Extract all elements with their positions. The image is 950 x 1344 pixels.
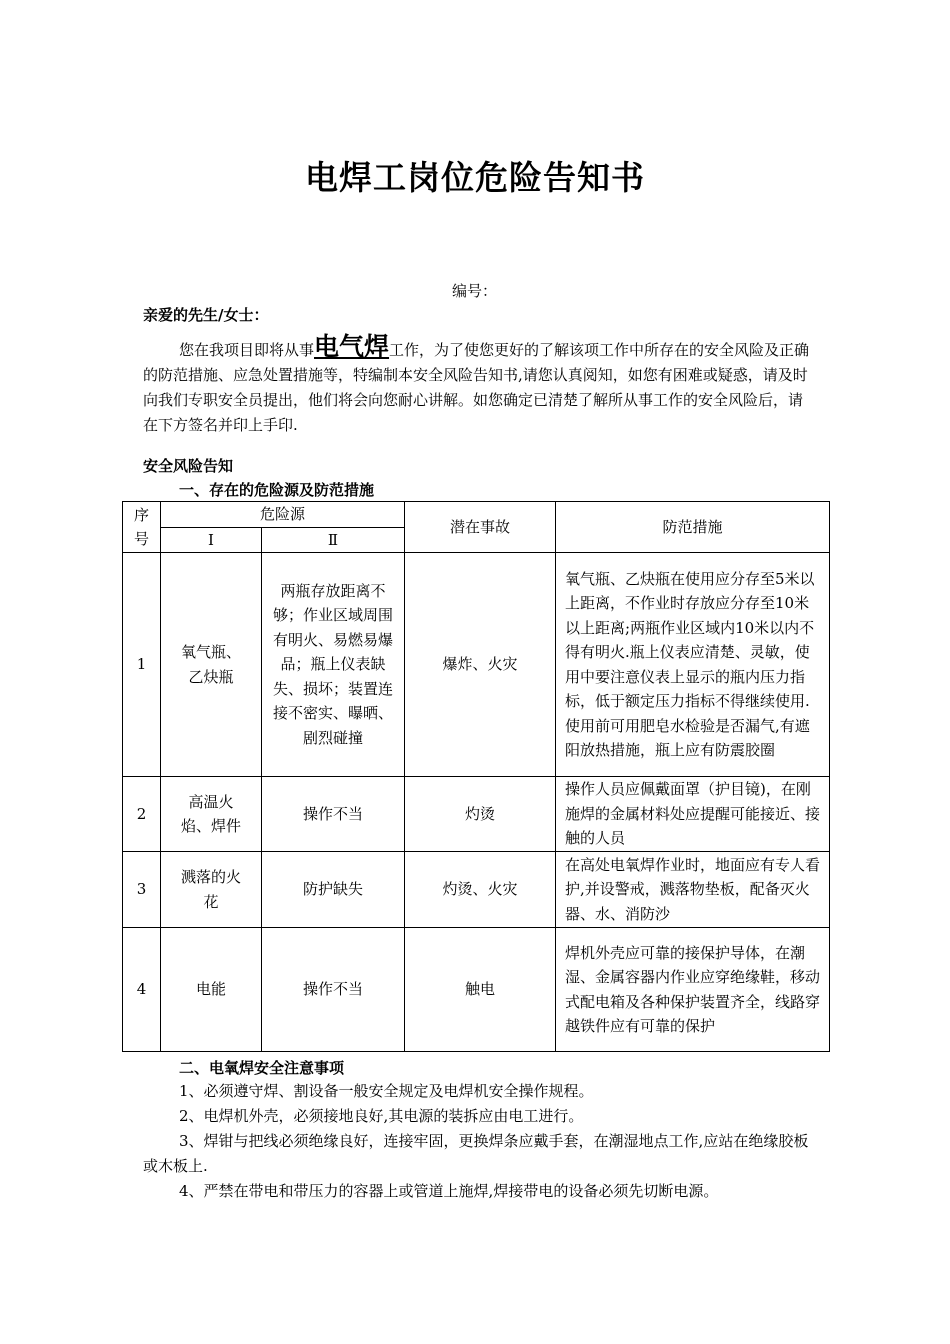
table-row [123, 928, 830, 1052]
row-hazard-i: 溅落的火花 [161, 852, 262, 928]
document-title: 电焊工岗位危险告知书 [305, 158, 645, 197]
header-hazard-ii: Ⅱ [262, 527, 405, 553]
hazard-table [122, 501, 830, 1052]
header-no: 序号 [123, 502, 161, 553]
header-accident: 潜在事故 [405, 502, 556, 553]
list-item: 3、焊钳与把线必须绝缘良好，连接牢固，更换焊条应戴手套，在潮湿地点工作,应站在绝缘胶板或木板上. [143, 1132, 809, 1175]
row-accident: 灼烫、火灾 [405, 852, 556, 928]
table-header-row [123, 502, 830, 528]
table-row [123, 777, 830, 852]
safety-notes [143, 1079, 811, 1204]
row-no: 2 [123, 777, 161, 852]
job-name: 电气焊 [314, 332, 390, 361]
section2-heading: 二、电氧焊安全注意事项 [179, 1059, 345, 1077]
table-row [123, 553, 830, 777]
row-hazard-i: 电能 [161, 928, 262, 1052]
row-hazard-i: 高温火焰、焊件 [161, 777, 262, 852]
row-measures: 操作人员应佩戴面罩（护目镜)，在刚施焊的金属材料处应提醒可能接近、接触的人员 [556, 777, 830, 852]
header-measures: 防范措施 [556, 502, 830, 553]
table-row [123, 852, 830, 928]
intro-text-before: 您在我项目即将从事 [179, 341, 315, 359]
row-accident: 爆炸、火灾 [405, 553, 556, 777]
intro-text-after: 工作，为了使您更好的了解该项工作中所存在的安全风险及正确的防范措施、应急处置措施等，特编制本安全风险告知书,请您认真阅知，如您有困难或疑惑，请及时向我们专职安全员提出，他们将会向您耐心讲解。如您确定已清楚了解所从事工作的安全风险后，请在下方签名并印上手印. [143, 341, 810, 434]
row-no: 3 [123, 852, 161, 928]
row-accident: 触电 [405, 928, 556, 1052]
header-hazard-i: Ⅰ [161, 527, 262, 553]
row-accident: 灼烫 [405, 777, 556, 852]
intro-paragraph [143, 332, 811, 438]
row-hazard-i: 氧气瓶、乙炔瓶 [161, 553, 262, 777]
row-measures: 氧气瓶、乙炔瓶在使用应分存至5米以上距离，不作业时存放应分存至10米以上距离;两瓶作业区域内10米以内不得有明火.瓶上仪表应清楚、灵敏，使用中要注意仪表上显示的瓶内压力指标，低于额定压力指标不得继续使用.使用前可用肥皂水检验是否漏气,有遮阳放热措施，瓶上应有防震胶圈 [556, 553, 830, 777]
list-item: 4、严禁在带电和带压力的容器上或管道上施焊,焊接带电的设备必须先切断电源。 [179, 1182, 719, 1200]
row-no: 4 [123, 928, 161, 1052]
row-measures: 焊机外壳应可靠的接保护导体，在潮湿、金属容器内作业应穿绝缘鞋，移动式配电箱及各种保护装置齐全，线路穿越铁件应有可靠的保护 [556, 928, 830, 1052]
row-measures: 在高处电氧焊作业时，地面应有专人看护,并设警戒，溅落物垫板，配备灭火器、水、消防沙 [556, 852, 830, 928]
list-item: 2、电焊机外壳，必须接地良好,其电源的装拆应由电工进行。 [179, 1107, 584, 1125]
header-hazard: 危险源 [161, 502, 405, 528]
row-hazard-ii: 防护缺失 [262, 852, 405, 928]
salutation: 亲爱的先生/女士： [143, 306, 269, 324]
serial-number-label: 编号： [452, 282, 498, 300]
section-notice-heading: 安全风险告知 [143, 457, 234, 475]
row-no: 1 [123, 553, 161, 777]
row-hazard-ii: 操作不当 [262, 777, 405, 852]
list-item: 1、必须遵守焊、割设备一般安全规定及电焊机安全操作规程。 [179, 1082, 594, 1100]
section1-heading: 一、存在的危险源及防范措施 [179, 481, 375, 499]
row-hazard-ii: 操作不当 [262, 928, 405, 1052]
row-hazard-ii: 两瓶存放距离不够；作业区域周围有明火、易燃易爆品；瓶上仪表缺失、损坏；装置连接不密实、曝晒、剧烈碰撞 [262, 553, 405, 777]
